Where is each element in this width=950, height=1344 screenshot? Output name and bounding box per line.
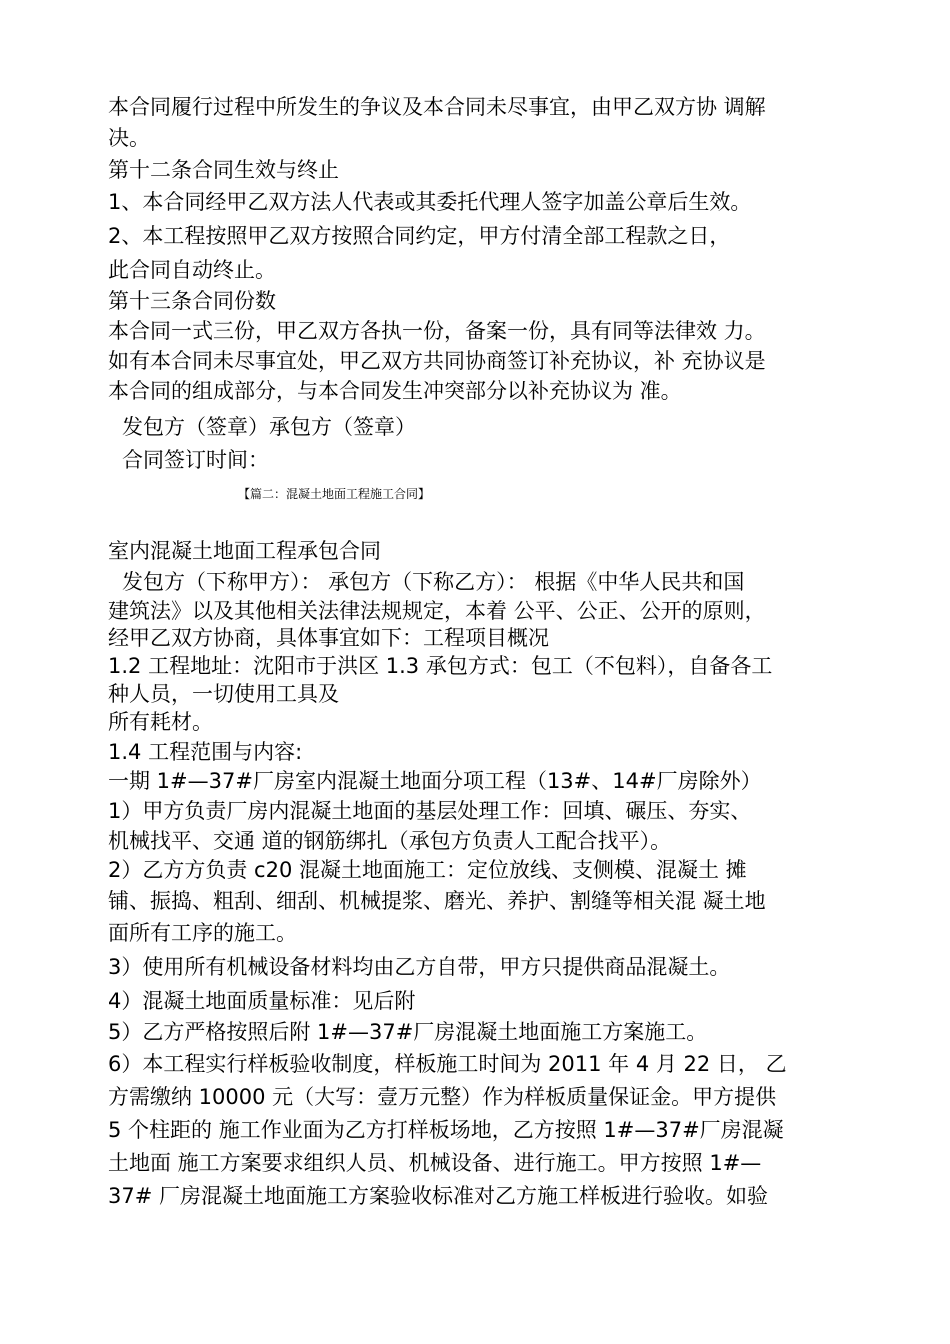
text-line: 4）混凝土地面质量标准：见后附 [108,989,416,1013]
text-line: 本合同的组成部分，与本合同发生冲突部分以补充协议为 准。 [108,379,682,403]
contract-title: 室内混凝土地面工程承包合同 [108,539,381,563]
text-line: 2、本工程按照甲乙双方按照合同约定，甲方付清全部工程款之日， [108,224,731,248]
text-line: 决。 [108,126,150,150]
text-line: 1.2 工程地址：沈阳市于洪区 1.3 承包方式：包工（不包料），自备各工 [108,654,773,678]
text-line: 机械找平、交通 道的钢筋绑扎（承包方负责人工配合找平）。 [108,829,672,853]
section-heading: 第十二条合同生效与终止 [108,158,339,182]
text-line: 种人员，一切使用工具及 [108,682,339,706]
text-line: 2）乙方方负责 c20 混凝土地面施工：定位放线、支侧模、混凝土 摊 [108,858,747,882]
text-line: 1、本合同经甲乙双方法人代表或其委托代理人签字加盖公章后生效。 [108,190,752,214]
text-line: 方需缴纳 10000 元（大写：壹万元整）作为样板质量保证金。甲方提供 [108,1085,777,1109]
text-line: 37# 厂房混凝土地面施工方案验收标准对乙方施工样板进行验收。如验 [108,1184,768,1208]
text-line: 建筑法》以及其他相关法律法规规定，本着 公平、公正、公开的原则， [108,599,766,623]
text-line: 此合同自动终止。 [108,258,276,282]
text-line: 3）使用所有机械设备材料均由乙方自带，甲方只提供商品混凝土。 [108,955,731,979]
text-line: 5）乙方严格按照后附 1#—37#厂房混凝土地面施工方案施工。 [108,1020,708,1044]
text-line: 一期 1#—37#厂房室内混凝土地面分项工程（13#、14#厂房除外） [108,769,762,793]
signature-line: 发包方（签章）承包方（签章） [122,415,416,439]
text-line: 5 个柱距的 施工作业面为乙方打样板场地，乙方按照 1#—37#厂房混凝 [108,1118,784,1142]
text-line: 如有本合同未尽事宜处，甲乙双方共同协商签订补充协议，补 充协议是 [108,349,766,373]
section-caption: 【篇二：混凝土地面工程施工合同】 [238,487,431,501]
signing-date-label: 合同签订时间： [122,448,269,472]
text-line: 本合同履行过程中所发生的争议及本合同未尽事宜，由甲乙双方协 调解 [108,95,766,119]
text-line: 所有耗材。 [108,710,213,734]
text-line: 经甲乙双方协商，具体事宜如下：工程项目概况 [108,626,549,650]
text-line: 铺、振捣、粗刮、细刮、机械提浆、磨光、养护、割缝等相关混 凝土地 [108,889,766,913]
text-line: 1.4 工程范围与内容: [108,740,303,764]
text-line: 6）本工程实行样板验收制度，样板施工时间为 2011 年 4 月 22 日， 乙 [108,1052,787,1076]
text-line: 本合同一式三份，甲乙双方各执一份，备案一份，具有同等法律效 力。 [108,319,766,343]
section-heading: 第十三条合同份数 [108,289,276,313]
text-line: 1）甲方负责厂房内混凝土地面的基层处理工作：回填、碾压、夯实、 [108,799,752,823]
text-line: 发包方（下称甲方）： 承包方（下称乙方）： 根据《中华人民共和国 [122,570,745,594]
text-line: 土地面 施工方案要求组织人员、机械设备、进行施工。甲方按照 1#— [108,1151,762,1175]
text-line: 面所有工序的施工。 [108,921,297,945]
